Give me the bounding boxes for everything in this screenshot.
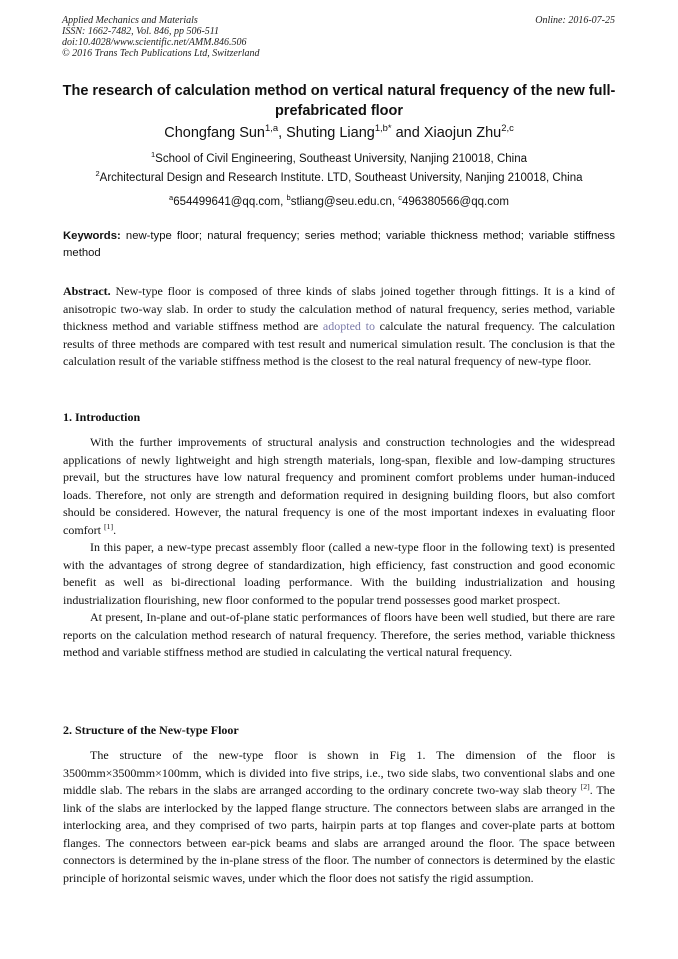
abstract-label: Abstract.: [63, 284, 111, 298]
paragraph-text: With the further improvements of structural analysis and construction technologies and the widespread applications of newly lightweight and high strength materials, long-span, flexible and low-damping structures prevail, but the structures have low natural frequency and prominent comfort problems under human-induced loads. Therefore, not only are strength and deformation required in designing building floors, but also comfort should be considered. However, the natural frequency is one of the most important indexes in evaluating floor comfort: [63, 435, 615, 537]
keywords-label: Keywords:: [63, 230, 121, 242]
affil-sup: 1: [151, 150, 156, 160]
abstract-link[interactable]: adopted to: [322, 319, 375, 333]
author-affil-sup: 1,b*: [374, 122, 392, 134]
journal-header: [62, 15, 260, 59]
citation-ref[interactable]: [1]: [104, 521, 114, 531]
author-separator: and: [391, 125, 424, 141]
paragraph: At present, In-plane and out-of-plane static performances of floors have been well studied, but there are rare reports on the calculation method research of natural frequency. Therefore, the series method, variable thickness method and variable stiffness method are studied in calculating the vertical natural frequency.: [63, 610, 615, 659]
paragraph-end: .: [113, 522, 117, 537]
citation-ref[interactable]: [2]: [580, 782, 590, 791]
abstract-text-1: New-type floor is composed of three kinds of slabs joined together through fittings. It is a kind of anisotropic two-way slab. In order to study the calculation method of natural frequency, series method, variable thickness method and variable stiffness method are: [63, 284, 615, 333]
journal-name: Applied Mechanics and Materials: [62, 15, 198, 26]
affiliation-2: [40, 169, 638, 184]
paragraph: [63, 747, 615, 887]
author-name: Shuting Liang: [286, 125, 375, 141]
paragraph-text: The structure of the new-type floor is shown in Fig 1. The dimension of the floor is 3500mm×3500mm×100mm, which is divided into five strips, i.e., two side slabs, two conventional slabs and one middle slab. The rebars in the slabs are arranged according to the ordinary concrete two-way slab theory: [63, 748, 615, 797]
author-separator: ,: [278, 125, 287, 141]
paragraph: In this paper, a new-type precast assembly floor (called a new-type floor in the following text) is presented with the advantages of strong degree of standardization, high efficiency, fast construction and good economic benefit as well as bi-directional loading performance. With the building industrialization and housing industrialization flourishing, new floor conformed to the popular trend possesses good market prospect.: [63, 540, 615, 607]
affiliation-1: [40, 150, 638, 165]
email-text[interactable]: 654499641@qq.com,: [173, 196, 287, 208]
email-text[interactable]: stliang@seu.edu.cn,: [290, 196, 399, 208]
author-name: Chongfang Sun: [164, 125, 265, 141]
email-sup: a: [169, 193, 174, 203]
abstract: [63, 283, 615, 371]
author-name: Xiaojun Zhu: [423, 125, 502, 141]
paper-title: The research of calculation method on vertical natural frequency of the new full-prefabricated floor: [62, 83, 616, 119]
email-line: [40, 193, 638, 208]
email-sup: c: [398, 193, 402, 203]
email-text[interactable]: 496380566@qq.com: [402, 196, 509, 208]
abstract-text-2: calculate the natural frequency. The calculation results of three methods are compared with test result and numerical simulation result. The conclusion is that the calculation result of the variable stiffness method is the closest to the real natural frequency of new-type floor.: [63, 319, 615, 368]
online-date: Online: 2016-07-25: [535, 15, 615, 26]
section-2-heading: 2. Structure of the New-type Floor: [63, 723, 239, 737]
affil-text: Architectural Design and Research Institute. LTD, Southeast University, Nanjing 210018, China: [99, 172, 583, 184]
paragraph: [63, 434, 615, 539]
section-2-body: [63, 747, 615, 887]
keywords-text: new-type floor; natural frequency; series method; variable thickness method; variable stiffness method: [63, 230, 615, 259]
affil-text: School of Civil Engineering, Southeast University, Nanjing 210018, China: [155, 153, 527, 165]
issn-line: ISSN: 1662-7482, Vol. 846, pp 506-511: [62, 26, 220, 37]
author-affil-sup: 2,c: [501, 122, 514, 134]
keywords: [63, 228, 615, 262]
email-sup: b: [286, 193, 291, 203]
section-1-body: [63, 434, 615, 662]
section-1-heading: 1. Introduction: [63, 410, 141, 424]
copyright-line: © 2016 Trans Tech Publications Ltd, Switzerland: [62, 48, 260, 59]
author-line: [40, 122, 638, 141]
affil-sup: 2: [95, 169, 100, 179]
paragraph-text: . The link of the slabs are interlocked by the lapped flange structure. The connectors between slabs are arranged in the interlocking area, and they comprised of two parts, hairpin parts at top flanges and cover-plate parts at bottom flanges. The connectors between ear-pick beams and slabs are arranged around the floor. The space between connectors is determined by the in-plane stress of the floor. The number of connectors is determined by the elastic principle of horizontal seismic waves, under which the floor does not satisfy the rigid assumption.: [63, 783, 615, 885]
author-affil-sup: 1,a: [265, 122, 279, 134]
doi-line[interactable]: doi:10.4028/www.scientific.net/AMM.846.506: [62, 37, 247, 48]
